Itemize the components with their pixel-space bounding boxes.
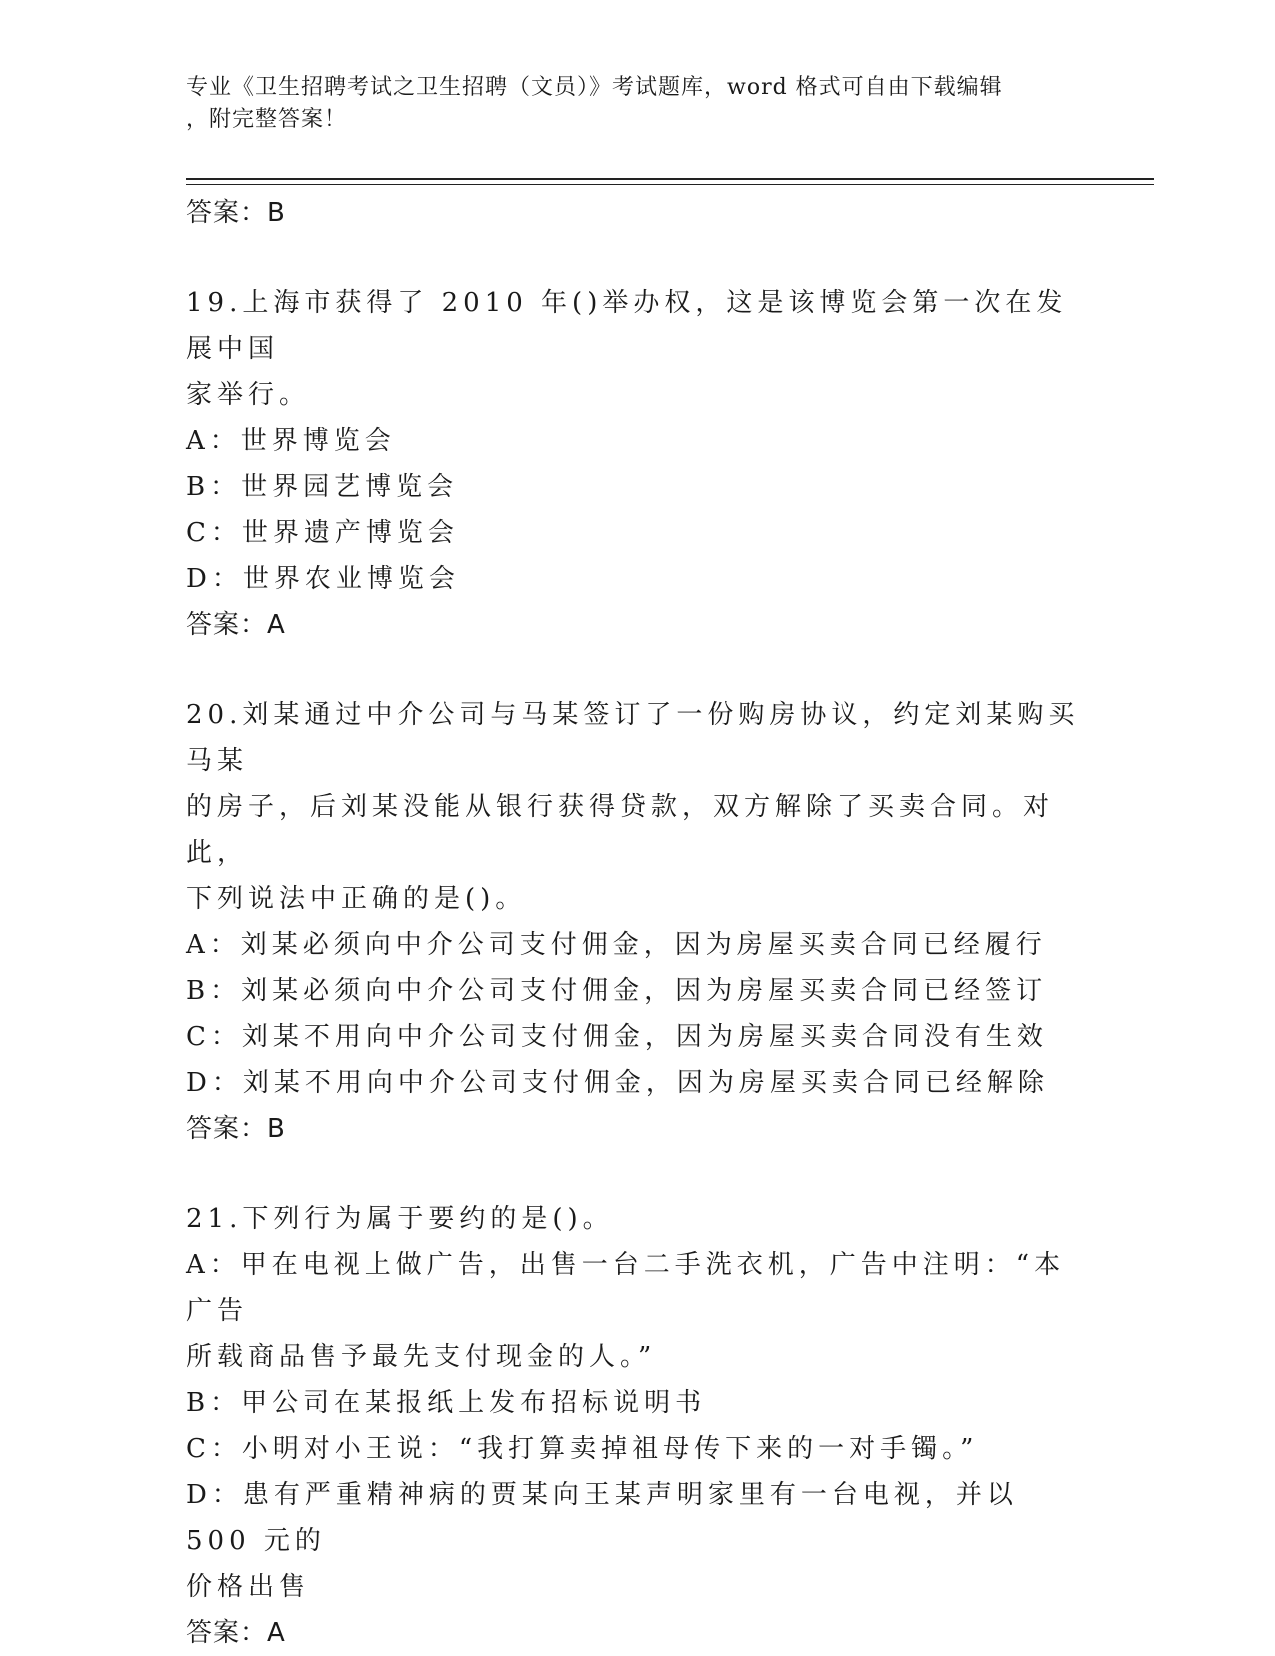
- answer-19: 答案：A: [186, 610, 286, 640]
- question-stem-line: 20.刘某通过中介公司与马某签订了一份购房协议，约定刘某购买马某: [186, 700, 1080, 776]
- option-a: A：刘某必须向中介公司支付佣金，因为房屋买卖合同已经履行: [186, 930, 1047, 960]
- option-c: C：小明对小王说：“我打算卖掉祖母传下来的一对手镯。”: [186, 1434, 979, 1464]
- option-d: D：患有严重精神病的贾某向王某声明家里有一台电视，并以 500 元的: [186, 1480, 1032, 1556]
- header-line-2: ，附完整答案！: [186, 107, 348, 132]
- question-stem-line: 21.下列行为属于要约的是()。: [186, 1204, 614, 1234]
- option-d-continued: 价格出售: [186, 1572, 311, 1602]
- previous-answer: 答案：B: [186, 198, 286, 228]
- question-stem-line: 下列说法中正确的是()。: [186, 884, 527, 914]
- option-a: A：世界博览会: [186, 426, 396, 456]
- header-rule-thin: [186, 184, 1154, 185]
- option-d: D：世界农业博览会: [186, 564, 460, 594]
- question-stem-line: 的房子，后刘某没能从银行获得贷款，双方解除了买卖合同。对此，: [186, 792, 1055, 868]
- option-b: B：甲公司在某报纸上发布招标说明书: [186, 1388, 707, 1418]
- header-rule-thick: [186, 178, 1154, 180]
- question-stem-line: 家举行。: [186, 380, 311, 410]
- option-a: A：甲在电视上做广告，出售一台二手洗衣机，广告中注明：“本广告: [186, 1250, 1066, 1326]
- option-b: B：世界园艺博览会: [186, 472, 459, 502]
- page-header: [186, 72, 1066, 136]
- question-20: [186, 692, 1086, 1152]
- question-list: [186, 190, 1086, 1656]
- question-stem-line: 19.上海市获得了 2010 年()举办权，这是该博览会第一次在发展中国: [186, 288, 1068, 364]
- option-c: C：刘某不用向中介公司支付佣金，因为房屋买卖合同没有生效: [186, 1022, 1048, 1052]
- question-19: [186, 280, 1086, 648]
- option-d: D：刘某不用向中介公司支付佣金，因为房屋买卖合同已经解除: [186, 1068, 1049, 1098]
- option-a-continued: 所载商品售予最先支付现金的人。”: [186, 1342, 657, 1372]
- option-c: C：世界遗产博览会: [186, 518, 459, 548]
- option-b: B：刘某必须向中介公司支付佣金，因为房屋买卖合同已经签订: [186, 976, 1048, 1006]
- question-21: [186, 1196, 1086, 1656]
- header-line-1: 专业《卫生招聘考试之卫生招聘（文员）》考试题库，word 格式可自由下载编辑: [186, 75, 1003, 100]
- answer-20: 答案：B: [186, 1114, 286, 1144]
- answer-21: 答案：A: [186, 1618, 286, 1648]
